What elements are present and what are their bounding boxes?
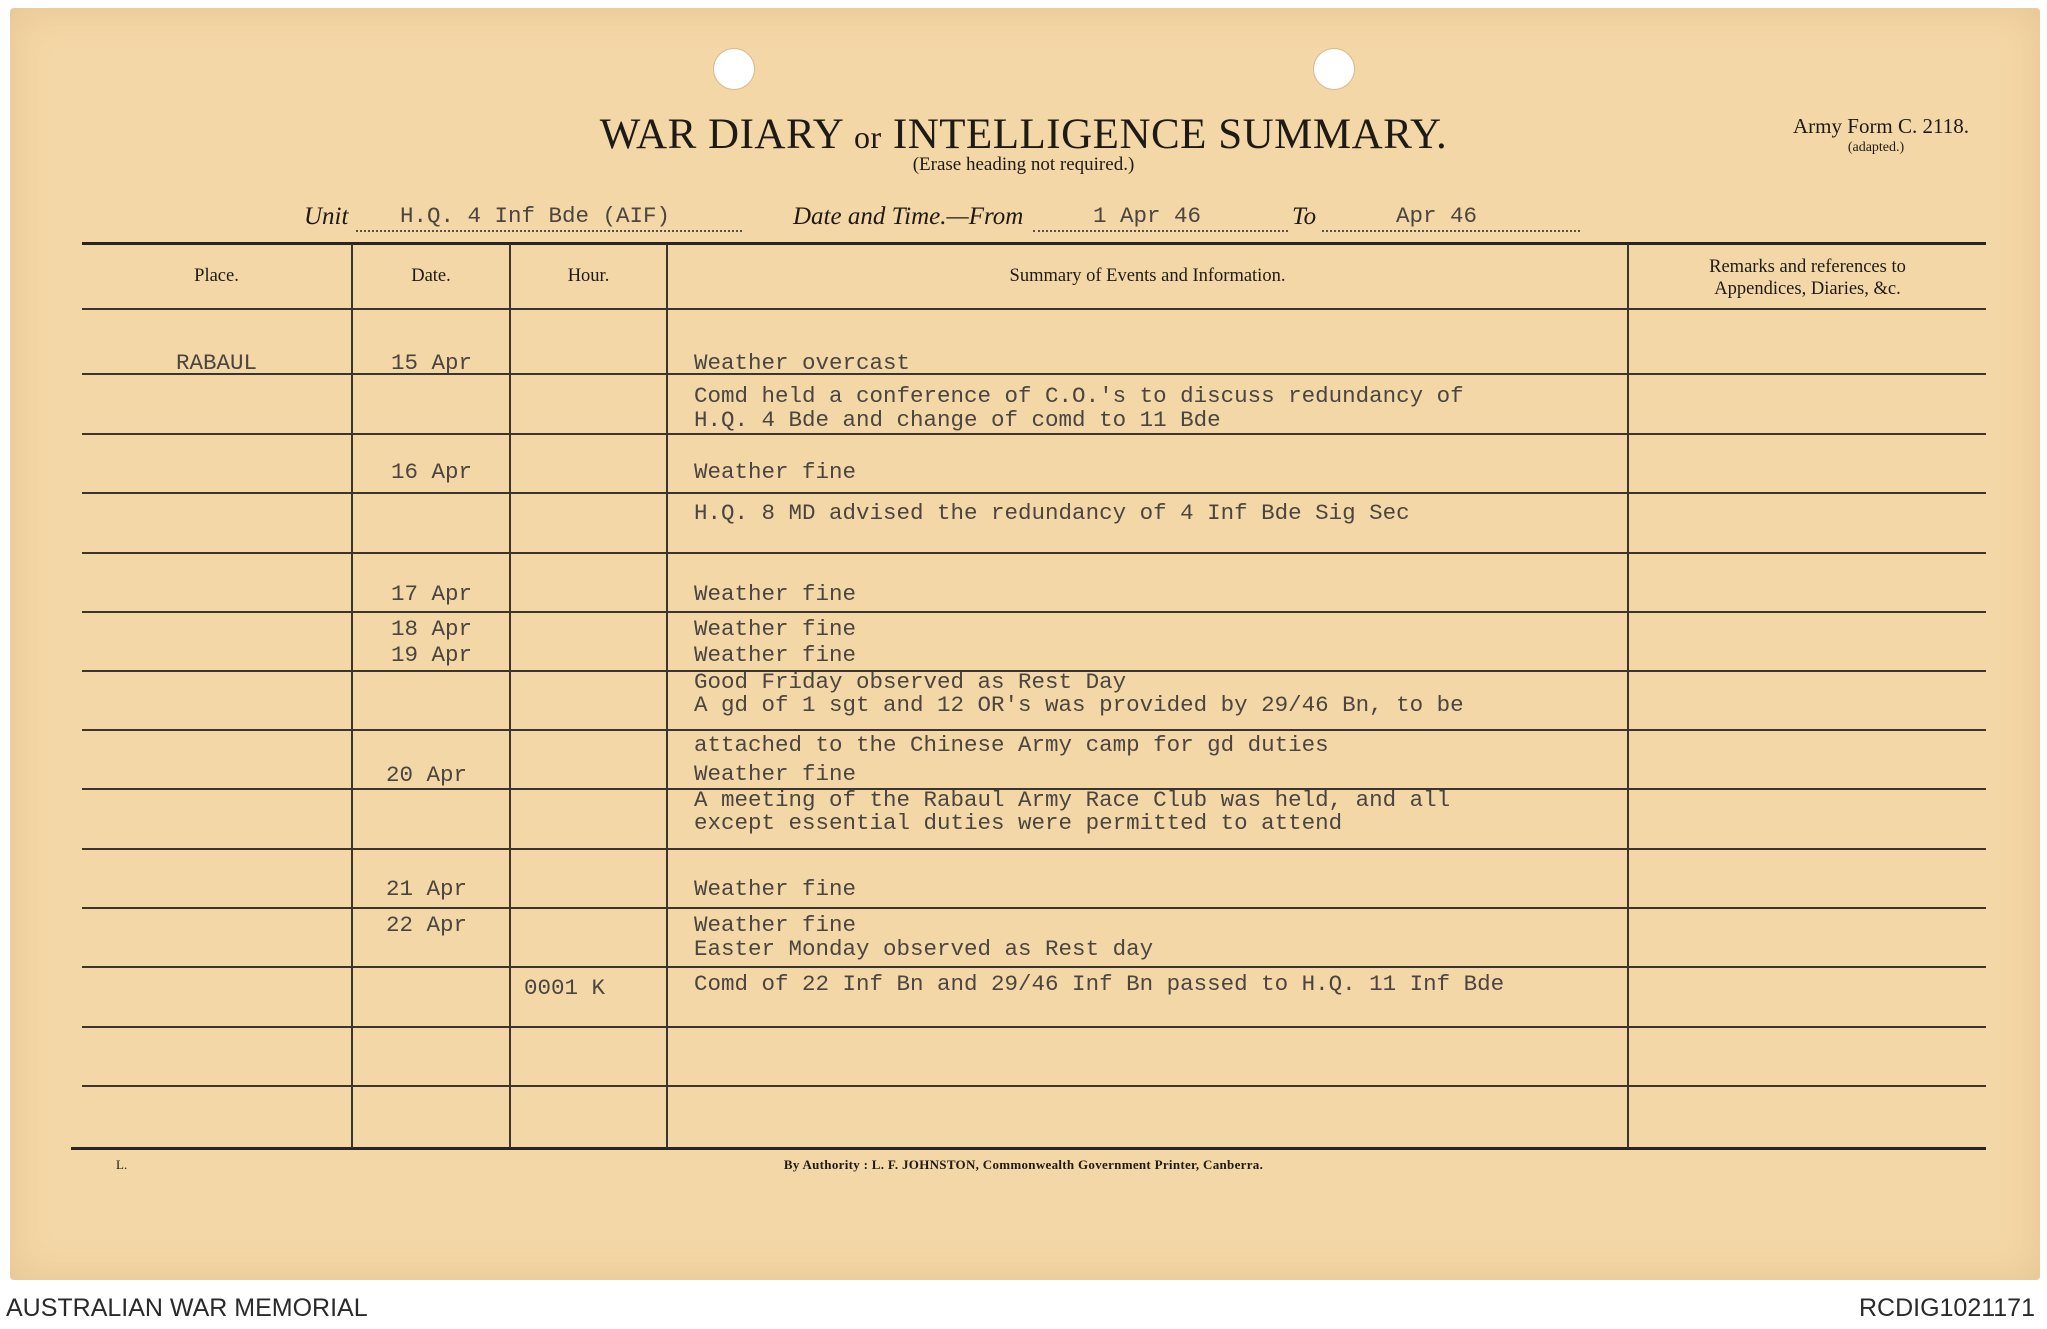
entry-summary-line: H.Q. 4 Bde and change of comd to 11 Bde bbox=[694, 407, 1221, 433]
ruled-line bbox=[82, 907, 1986, 909]
entry-date: 15 Apr bbox=[391, 350, 473, 376]
column-divider bbox=[351, 244, 353, 1148]
form-letter: L. bbox=[116, 1157, 128, 1172]
ruled-line bbox=[82, 848, 1986, 850]
unit-dotted-line bbox=[356, 230, 742, 232]
entry-summary-line: Comd held a conference of C.O.'s to discuss redundancy of bbox=[694, 383, 1464, 409]
title-war-diary: WAR DIARY bbox=[599, 111, 843, 158]
printer-authority: By Authority : L. F. JOHNSTON, Commonwealth Government Printer, Canberra. bbox=[783, 1157, 1264, 1172]
entry-date: 18 Apr bbox=[391, 616, 473, 642]
to-dotted-line bbox=[1322, 230, 1580, 232]
ruled-line bbox=[82, 611, 1986, 613]
entry-date: 22 Apr bbox=[386, 912, 468, 938]
ruled-line bbox=[82, 433, 1986, 435]
punch-hole bbox=[713, 48, 755, 90]
unit-label: Unit bbox=[304, 203, 349, 230]
table-bottom-rule bbox=[71, 1147, 1986, 1150]
form-number: Army Form C. 2118. bbox=[1793, 114, 1969, 138]
form-subtitle: (Erase heading not required.) bbox=[912, 154, 1135, 175]
punch-hole bbox=[1313, 48, 1355, 90]
table-top-rule bbox=[82, 242, 1986, 245]
ruled-line bbox=[82, 373, 1986, 375]
unit-value: H.Q. 4 Inf Bde (AIF) bbox=[400, 203, 671, 229]
entry-summary-line: Weather fine bbox=[694, 642, 857, 668]
from-dotted-line bbox=[1033, 230, 1288, 232]
entry-summary-line: A gd of 1 sgt and 12 OR's was provided by 29/46 Bn, to be bbox=[694, 692, 1464, 718]
entry-summary-line: except essential duties were permitted to attend bbox=[694, 810, 1343, 836]
ruled-line bbox=[82, 1026, 1986, 1028]
form-number-block bbox=[1793, 116, 1969, 155]
entry-summary-line: H.Q. 8 MD advised the redundancy of 4 Inf Bde Sig Sec bbox=[694, 500, 1410, 526]
col-header-summary: Summary of Events and Information. bbox=[1009, 266, 1286, 286]
col-header-hour: Hour. bbox=[567, 266, 610, 286]
from-value: 1 Apr 46 bbox=[1093, 203, 1202, 229]
entry-summary-line: Easter Monday observed as Rest day bbox=[694, 936, 1154, 962]
ruled-line bbox=[82, 308, 1986, 310]
entry-date: 16 Apr bbox=[391, 459, 473, 485]
entry-date: 17 Apr bbox=[391, 581, 473, 607]
title-or: or bbox=[853, 119, 882, 155]
entry-summary-line: A meeting of the Rabaul Army Race Club was held, and all bbox=[694, 787, 1451, 813]
entry-summary-line: attached to the Chinese Army camp for gd duties bbox=[694, 732, 1329, 758]
ruled-line bbox=[82, 1085, 1986, 1087]
remarks-header-line1: Remarks and references to bbox=[1709, 257, 1906, 277]
entry-date: 19 Apr bbox=[391, 642, 473, 668]
column-divider bbox=[1627, 244, 1629, 1148]
entry-date: 20 Apr bbox=[386, 762, 468, 788]
title-intelligence-summary: INTELLIGENCE SUMMARY. bbox=[892, 111, 1448, 158]
form-adapted: (adapted.) bbox=[1847, 140, 1905, 155]
to-label: To bbox=[1292, 203, 1317, 230]
remarks-header-line2: Appendices, Diaries, &c. bbox=[1714, 279, 1901, 299]
entry-summary-line: Weather fine bbox=[694, 761, 857, 787]
column-divider bbox=[509, 244, 511, 1148]
to-value: Apr 46 bbox=[1396, 203, 1478, 229]
entry-summary-line: Weather fine bbox=[694, 876, 857, 902]
entry-summary-line: Weather fine bbox=[694, 581, 857, 607]
entry-hour: 0001 K bbox=[524, 975, 606, 1001]
entry-summary-line: Good Friday observed as Rest Day bbox=[694, 669, 1127, 695]
diary-sheet bbox=[10, 8, 2040, 1280]
entry-summary-line: Weather overcast bbox=[694, 350, 911, 376]
ruled-line bbox=[82, 966, 1986, 968]
column-divider bbox=[666, 244, 668, 1148]
entry-summary-line: Weather fine bbox=[694, 912, 857, 938]
form-title bbox=[0, 110, 2047, 159]
archive-id: RCDIG1021171 bbox=[1858, 1294, 2035, 1322]
entry-summary-line: Weather fine bbox=[694, 459, 857, 485]
ruled-line bbox=[82, 729, 1986, 731]
col-header-date: Date. bbox=[411, 266, 451, 286]
col-header-remarks bbox=[1629, 256, 1986, 300]
entry-date: 21 Apr bbox=[386, 876, 468, 902]
col-header-place: Place. bbox=[194, 266, 239, 286]
ruled-line bbox=[82, 552, 1986, 554]
archive-credit: AUSTRALIAN WAR MEMORIAL bbox=[6, 1294, 368, 1322]
date-time-label: Date and Time.—From bbox=[793, 203, 1024, 230]
ruled-line bbox=[82, 492, 1986, 494]
entry-summary-line: Weather fine bbox=[694, 616, 857, 642]
entry-summary-line: Comd of 22 Inf Bn and 29/46 Inf Bn passed to H.Q. 11 Inf Bde bbox=[694, 971, 1505, 997]
entry-place: RABAUL bbox=[176, 350, 258, 376]
